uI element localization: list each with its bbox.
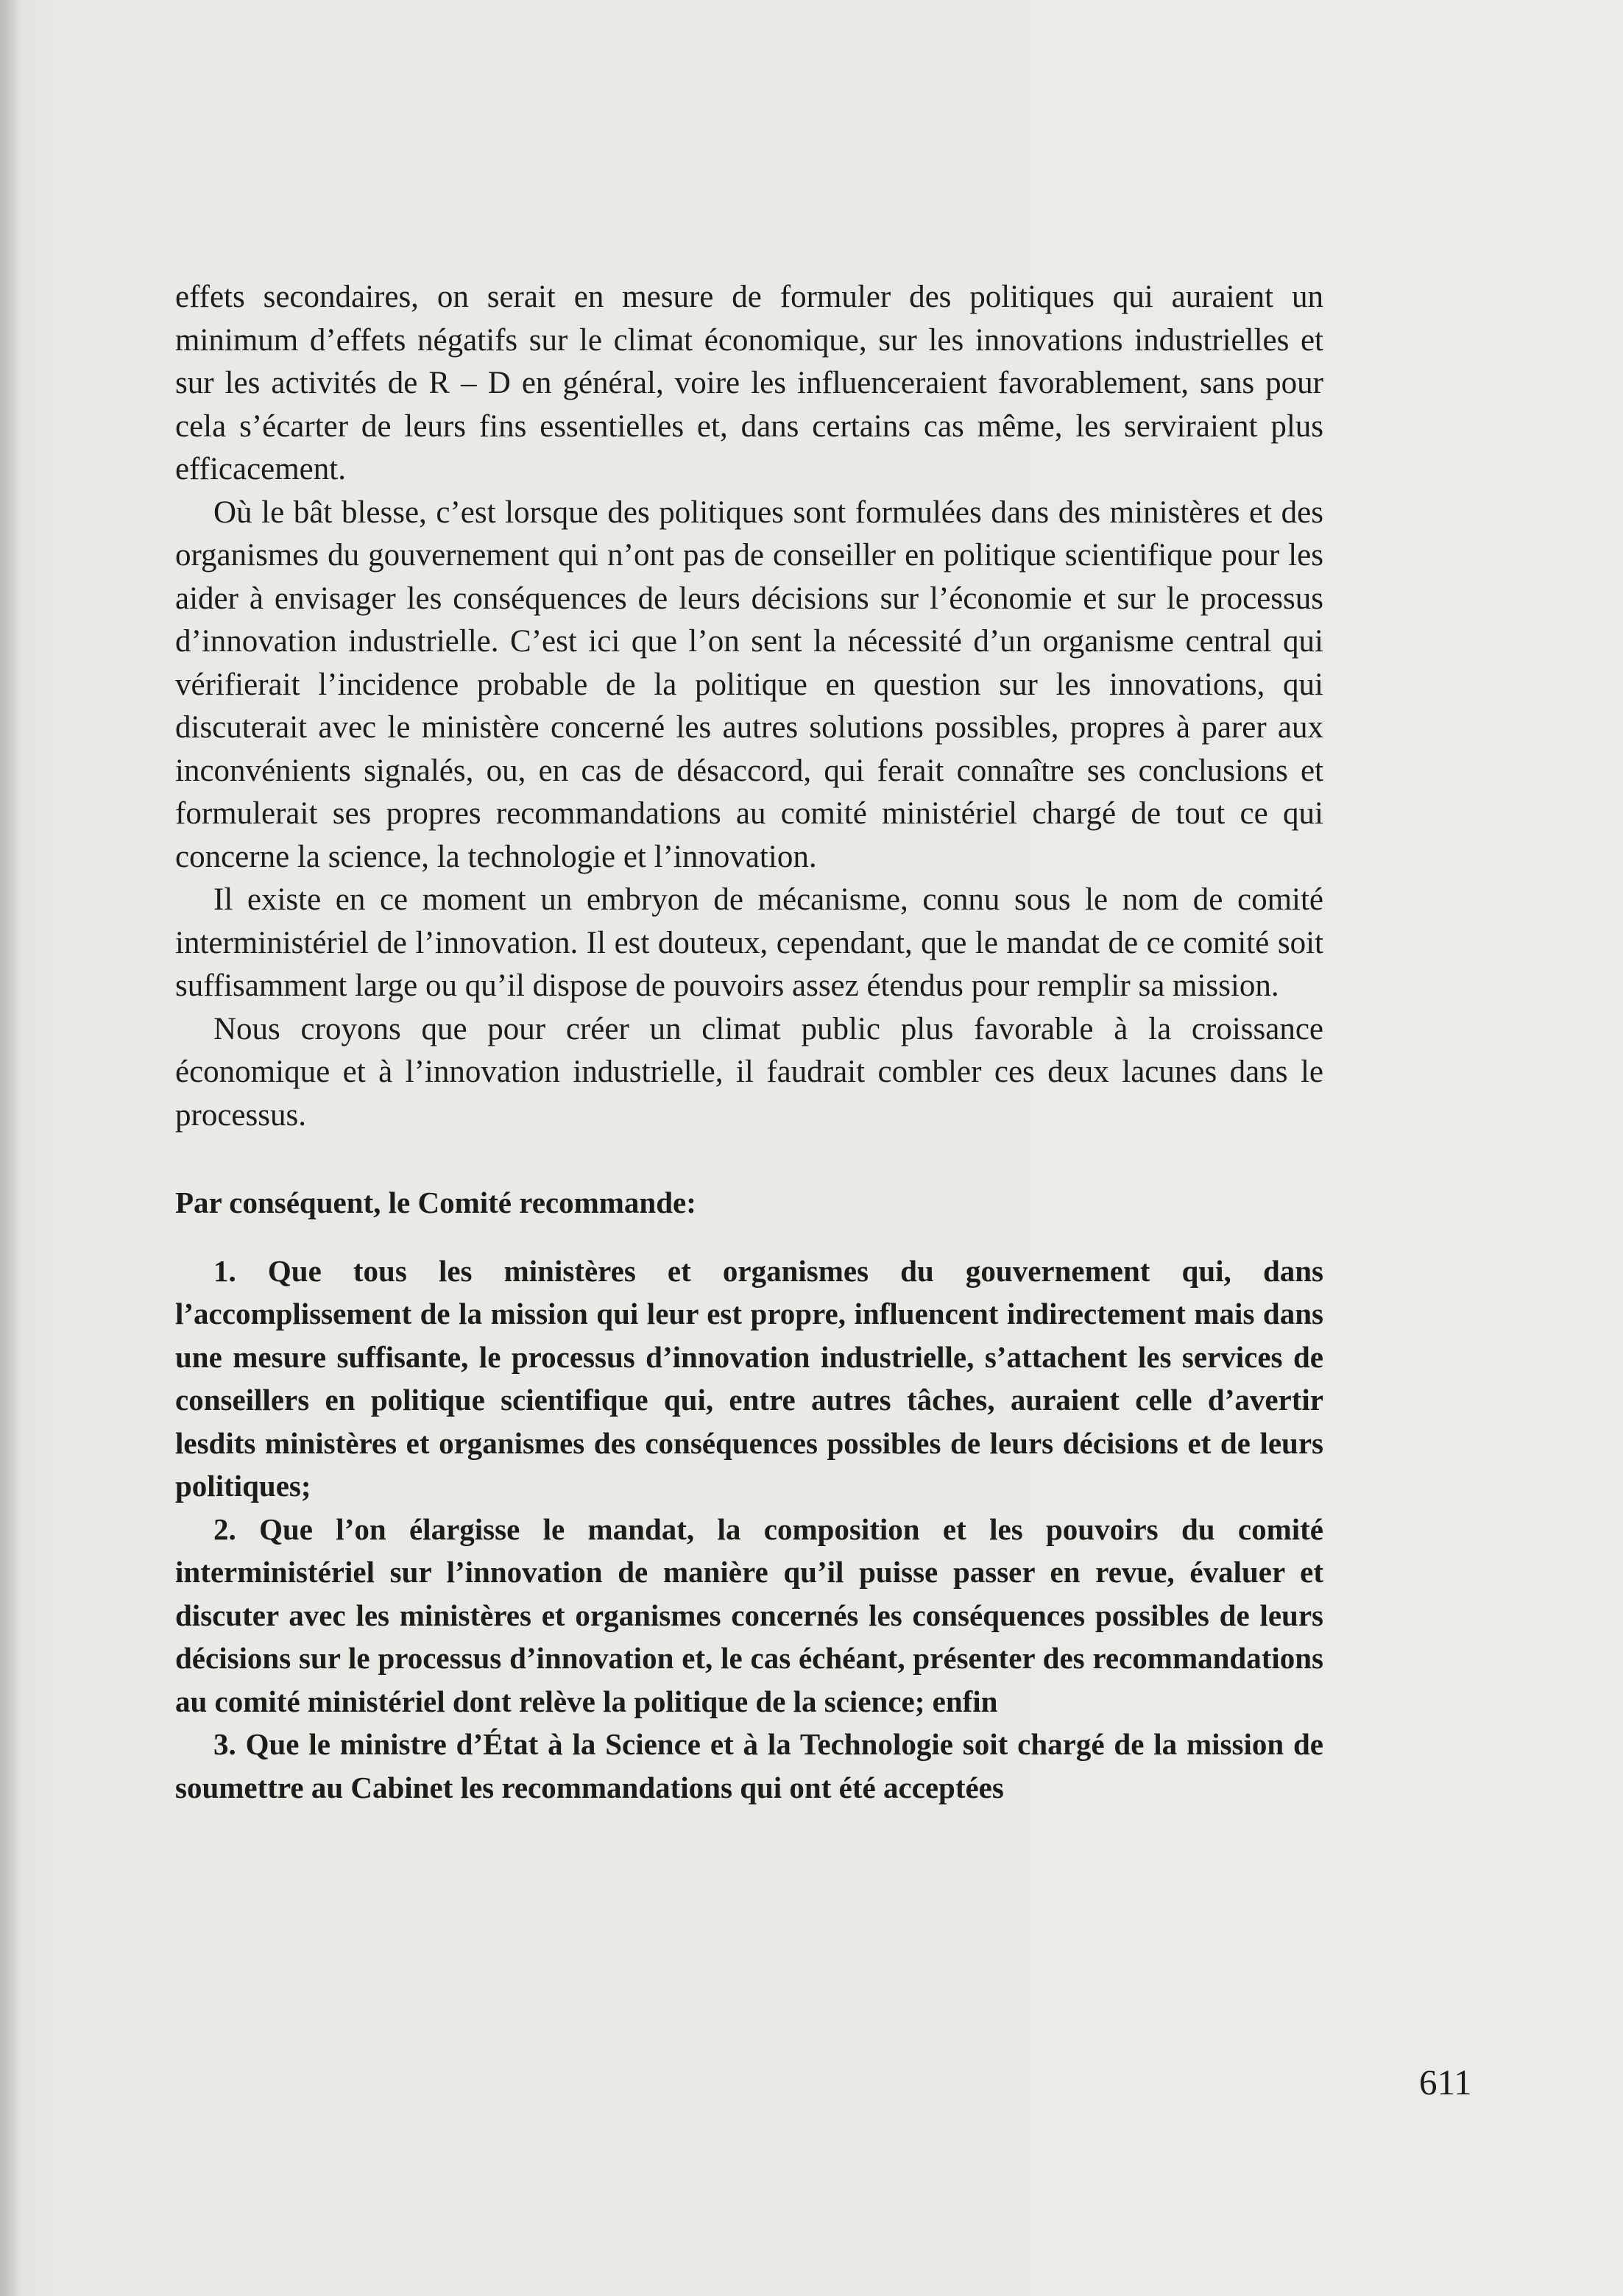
recommendation-item: 1. Que tous les ministères et organismes du gouvernement qui, dans l’accomplissement de la mission qui leur est propre, influencent indirectement mais dans une mesure suffisante, le processus d’innovation industrielle, s’attachent les services de conseillers en politique scientifique qui, entre autres tâches, auraient celle d’avertir lesdits ministères et organismes des conséquences possibles de leurs décisions et de leurs politiques; <box>175 1253 1323 1503</box>
page-number: 611 <box>1419 2062 1472 2102</box>
recommendation-item: 2. Que l’on élargisse le mandat, la composition et les pouvoirs du comité interministériel sur l’innovation de manière qu’il puisse passer en revue, évaluer et discuter avec les ministères et organismes concernés les conséquences possibles de leurs décisions sur le processus d’innovation et, le cas échéant, présenter des recommandations au comité ministériel dont relève la politique de la science; enfin <box>175 1512 1323 1718</box>
body-text <box>175 276 1323 1809</box>
recommendation-heading: Par conséquent, le Comité recommande: <box>175 1186 696 1219</box>
paragraph: Où le bât blesse, c’est lorsque des politiques sont formulées dans des ministères et des organismes du gouvernement qui n’ont pas de conseiller en politique scientifique pour les aider à envisager les conséquences de leurs décisions sur l’économie et sur le processus d’innovation industrielle. C’est ici que l’on sent la nécessité d’un organisme central qui vérifierait l’incidence probable de la politique en question sur les innovations, qui discuterait avec le ministère concerné les autres solutions possibles, propres à parer aux inconvénients signalés, ou, en cas de désaccord, qui ferait connaître ses conclusions et formulerait ses propres recommandations au comité ministériel chargé de tout ce qui concerne la science, la technologie et l’innovation. <box>175 495 1323 874</box>
binding-shadow <box>0 0 19 2296</box>
recommendation-item: 3. Que le ministre d’État à la Science et à la Technologie soit chargé de la mission de soumettre au Cabinet les recommandations qui ont été acceptées <box>175 1727 1323 1804</box>
paragraph: effets secondaires, on serait en mesure de formuler des politiques qui auraient un minimum d’effets négatifs sur le climat économique, sur les innovations industrielles et sur les activités de R – D en général, voire les influenceraient favorablement, sans pour cela s’écarter de leurs fins essentielles et, dans certains cas même, les serviraient plus efficacement. <box>175 280 1323 486</box>
paragraph: Il existe en ce moment un embryon de mécanisme, connu sous le nom de comité interministériel de l’innovation. Il est douteux, cependant, que le mandat de ce comité soit suffisamment large ou qu’il dispose de pouvoirs assez étendus pour remplir sa mission. <box>175 882 1323 1003</box>
paragraph: Nous croyons que pour créer un climat public plus favorable à la croissance économique et à l’innovation industrielle, il faudrait combler ces deux lacunes dans le processus. <box>175 1011 1323 1133</box>
